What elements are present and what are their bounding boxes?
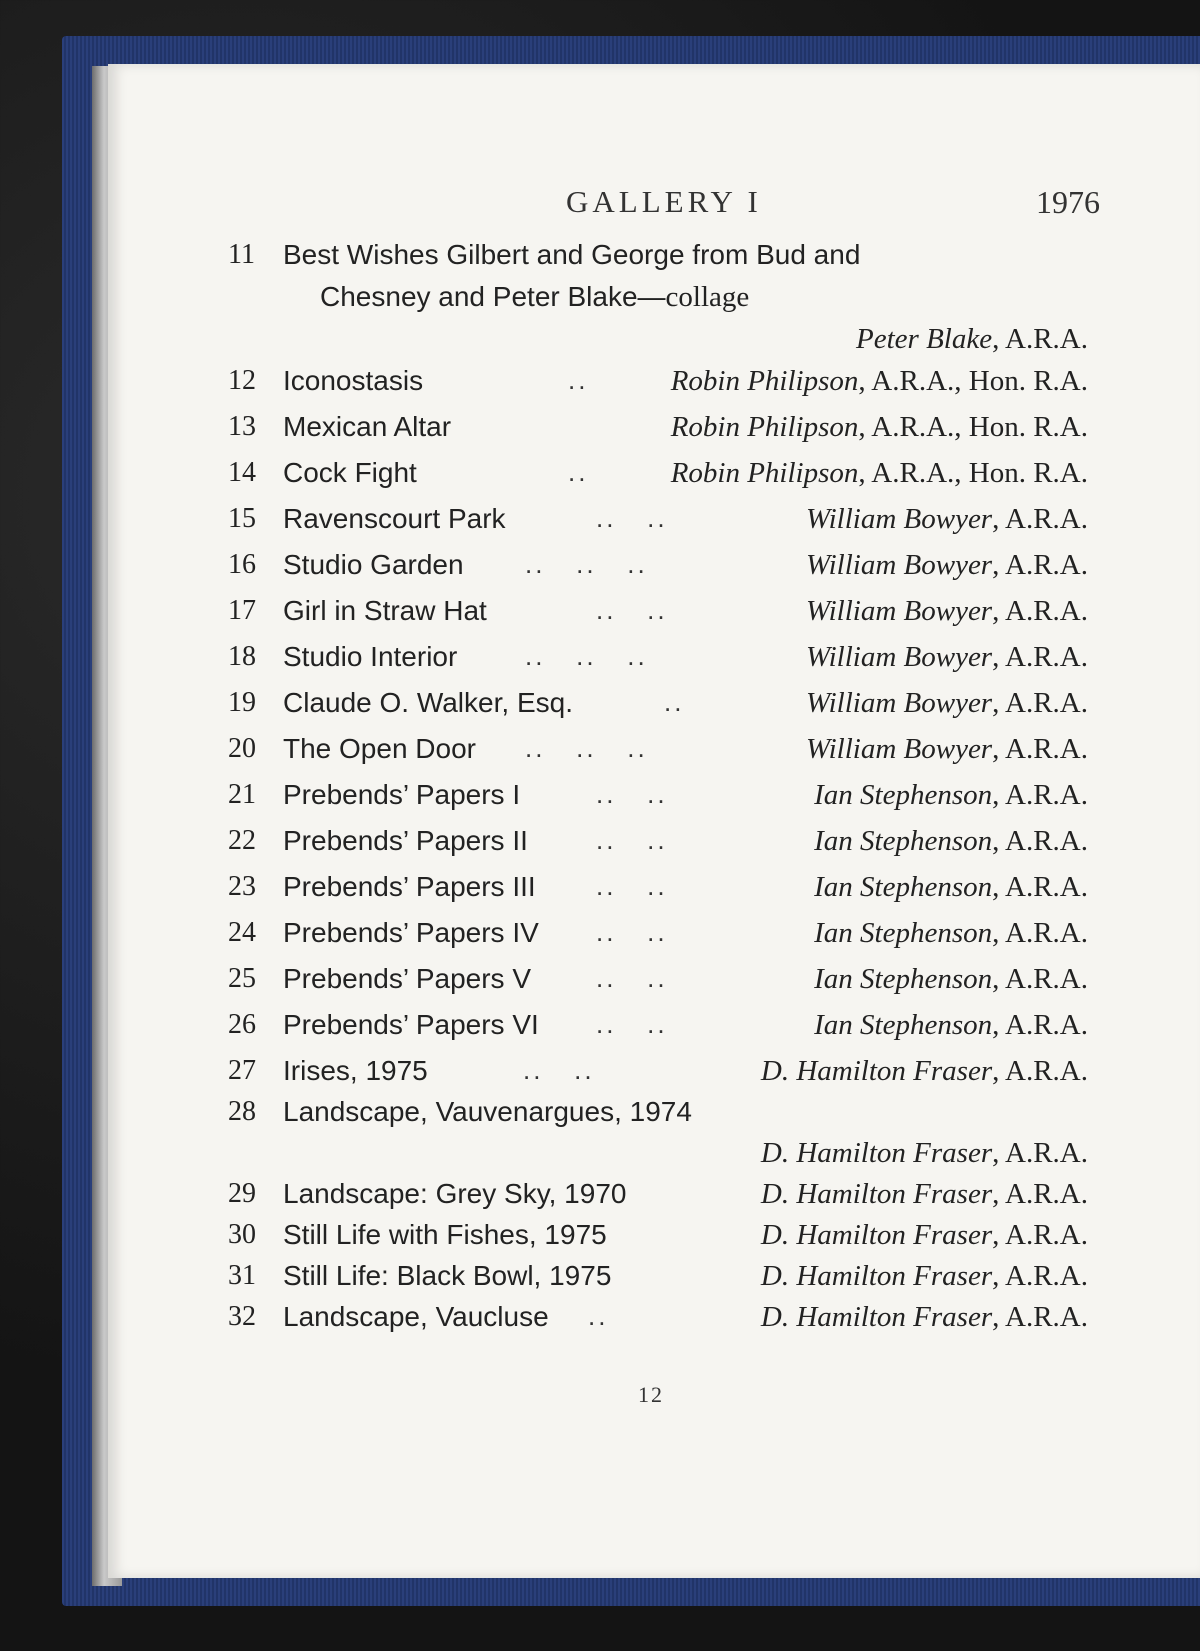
artist-name: Peter Blake bbox=[856, 323, 993, 355]
list-item-continuation bbox=[108, 281, 1200, 327]
page-header bbox=[108, 184, 1200, 224]
entry-title: Prebends’ Papers I bbox=[283, 779, 521, 810]
entry-number: 29 bbox=[228, 1178, 256, 1209]
entry-title: Prebends’ Papers VI bbox=[283, 1009, 539, 1040]
leader-dots: .. bbox=[664, 687, 685, 717]
artist-name: William Bowyer bbox=[806, 549, 993, 581]
entry-title: Studio Garden bbox=[283, 549, 464, 580]
entry-number: 31 bbox=[228, 1260, 256, 1291]
artist-name: Robin Philipson bbox=[670, 365, 859, 397]
artist-name: D. Hamilton Fraser bbox=[760, 1137, 993, 1169]
artist-title: , A.R.A. bbox=[992, 963, 1088, 995]
artist-title: , A.R.A. bbox=[992, 871, 1088, 903]
entry-title: Prebends’ Papers II bbox=[283, 825, 528, 856]
list-item bbox=[108, 365, 1200, 411]
leader-dots: .. .. bbox=[596, 1009, 668, 1039]
artist-name: D. Hamilton Fraser bbox=[760, 1178, 993, 1210]
artist-title: , A.R.A. bbox=[992, 503, 1088, 535]
entry-number: 12 bbox=[228, 365, 256, 396]
entry-title: Still Life with Fishes, 1975 bbox=[283, 1219, 607, 1250]
catalogue-year: 1976 bbox=[1036, 184, 1100, 220]
leader-dots: .. .. bbox=[596, 963, 668, 993]
artist-title: , A.R.A. bbox=[992, 641, 1088, 673]
entry-number: 11 bbox=[228, 239, 255, 270]
entry-artist bbox=[814, 963, 1088, 996]
artist-title: , A.R.A. bbox=[992, 687, 1088, 719]
list-item bbox=[108, 1219, 1200, 1260]
artist-name: William Bowyer bbox=[806, 641, 993, 673]
list-item bbox=[108, 1301, 1200, 1342]
artist-name: Ian Stephenson bbox=[814, 917, 993, 949]
artist-name: D. Hamilton Fraser bbox=[760, 1219, 993, 1251]
entry-number: 25 bbox=[228, 963, 256, 994]
entry-number: 27 bbox=[228, 1055, 256, 1086]
list-item bbox=[108, 871, 1200, 917]
entry-number: 24 bbox=[228, 917, 256, 948]
entry-title: Prebends’ Papers IV bbox=[283, 917, 539, 948]
artist-title: , A.R.A. bbox=[992, 1137, 1088, 1169]
leader-dots: .. bbox=[588, 1301, 609, 1331]
artist-name: Robin Philipson bbox=[670, 457, 859, 489]
entry-number: 23 bbox=[228, 871, 256, 902]
artist-name: D. Hamilton Fraser bbox=[760, 1260, 993, 1292]
entry-title: Irises, 1975 bbox=[283, 1055, 428, 1086]
list-item bbox=[108, 963, 1200, 1009]
artist-title: , A.R.A. bbox=[992, 733, 1088, 765]
entry-title: Claude O. Walker, Esq. bbox=[283, 687, 573, 718]
entry-number: 21 bbox=[228, 779, 256, 810]
artist-title: , A.R.A. bbox=[992, 1009, 1088, 1041]
list-item bbox=[108, 595, 1200, 641]
artist-title: , A.R.A. bbox=[992, 595, 1088, 627]
entry-title: Still Life: Black Bowl, 1975 bbox=[283, 1260, 612, 1291]
list-item bbox=[108, 503, 1200, 549]
entry-title: Landscape, Vauvenargues, 1974 bbox=[283, 1096, 692, 1127]
entry-artist bbox=[761, 1219, 1088, 1252]
entry-number: 20 bbox=[228, 733, 256, 764]
entry-artist bbox=[814, 871, 1088, 904]
list-item-artist bbox=[108, 1137, 1200, 1178]
list-item bbox=[108, 411, 1200, 457]
entry-title: Cock Fight bbox=[283, 457, 417, 488]
artist-name: D. Hamilton Fraser bbox=[760, 1301, 993, 1333]
leader-dots: .. bbox=[568, 457, 589, 487]
entry-artist bbox=[806, 595, 1088, 628]
entry-artist bbox=[671, 457, 1088, 490]
entry-artist bbox=[761, 1260, 1088, 1293]
entry-number: 17 bbox=[228, 595, 256, 626]
entry-number: 13 bbox=[228, 411, 256, 442]
entry-number: 16 bbox=[228, 549, 256, 580]
entry-artist bbox=[814, 917, 1088, 950]
leader-dots: .. .. .. bbox=[525, 549, 648, 579]
entry-artist bbox=[806, 733, 1088, 766]
artist-name: William Bowyer bbox=[806, 733, 993, 765]
entry-number: 22 bbox=[228, 825, 256, 856]
entry-number: 30 bbox=[228, 1219, 256, 1250]
list-item bbox=[108, 457, 1200, 503]
entry-number: 26 bbox=[228, 1009, 256, 1040]
entry-artist bbox=[761, 1178, 1088, 1211]
entry-list bbox=[108, 239, 1200, 1342]
list-item bbox=[108, 1178, 1200, 1219]
artist-name: Ian Stephenson bbox=[814, 963, 993, 995]
leader-dots: .. .. bbox=[596, 779, 668, 809]
list-item bbox=[108, 641, 1200, 687]
artist-title: , A.R.A. bbox=[992, 779, 1088, 811]
entry-number: 28 bbox=[228, 1096, 256, 1127]
list-item bbox=[108, 687, 1200, 733]
catalogue-page bbox=[108, 64, 1200, 1578]
entry-artist bbox=[814, 1009, 1088, 1042]
artist-name: Ian Stephenson bbox=[814, 871, 993, 903]
entry-number: 14 bbox=[228, 457, 256, 488]
page-number: 12 bbox=[638, 1382, 664, 1407]
list-item-artist bbox=[108, 323, 1200, 369]
list-item bbox=[108, 917, 1200, 963]
artist-title: , A.R.A. bbox=[992, 1301, 1088, 1333]
entry-title: Prebends’ Papers V bbox=[283, 963, 531, 994]
entry-title: Landscape, Vaucluse bbox=[283, 1301, 549, 1332]
leader-dots: .. .. bbox=[523, 1055, 595, 1085]
artist-name: Ian Stephenson bbox=[814, 779, 993, 811]
entry-title: Mexican Altar bbox=[283, 411, 452, 442]
entry-artist bbox=[856, 323, 1088, 356]
entry-title-continuation-text: Chesney and Peter Blake— bbox=[320, 281, 666, 312]
list-item bbox=[108, 1009, 1200, 1055]
list-item bbox=[108, 733, 1200, 779]
entry-title: Iconostasis bbox=[283, 365, 424, 396]
leader-dots: .. .. bbox=[596, 825, 668, 855]
entry-artist bbox=[671, 411, 1088, 444]
entry-artist bbox=[814, 779, 1088, 812]
artist-name: William Bowyer bbox=[806, 503, 993, 535]
entry-number: 15 bbox=[228, 503, 256, 534]
artist-title: , A.R.A. bbox=[992, 1260, 1088, 1292]
entry-title: Prebends’ Papers III bbox=[283, 871, 536, 902]
leader-dots: .. .. bbox=[596, 917, 668, 947]
entry-artist bbox=[806, 687, 1088, 720]
artist-title: , A.R.A., Hon. R.A. bbox=[858, 365, 1088, 397]
artist-name: Ian Stephenson bbox=[814, 1009, 993, 1041]
artist-title: , A.R.A. bbox=[992, 1055, 1088, 1087]
entry-artist bbox=[761, 1301, 1088, 1334]
artist-title: , A.R.A. bbox=[992, 1219, 1088, 1251]
entry-artist bbox=[814, 825, 1088, 858]
entry-title: Landscape: Grey Sky, 1970 bbox=[283, 1178, 627, 1209]
artist-title: , A.R.A. bbox=[992, 1178, 1088, 1210]
entry-title: Ravenscourt Park bbox=[283, 503, 506, 534]
entry-title-continuation bbox=[320, 281, 749, 314]
list-item bbox=[108, 239, 1200, 285]
list-item bbox=[108, 1096, 1200, 1137]
entry-artist bbox=[806, 503, 1088, 536]
artist-title: , A.R.A. bbox=[992, 917, 1088, 949]
entry-artist bbox=[806, 549, 1088, 582]
artist-name: William Bowyer bbox=[806, 687, 993, 719]
artist-name: Ian Stephenson bbox=[814, 825, 993, 857]
entry-medium: collage bbox=[665, 281, 750, 313]
list-item bbox=[108, 779, 1200, 825]
entry-artist bbox=[671, 365, 1088, 398]
artist-title: , A.R.A., Hon. R.A. bbox=[858, 457, 1088, 489]
artist-title: , A.R.A. bbox=[992, 825, 1088, 857]
artist-title: , A.R.A., Hon. R.A. bbox=[858, 411, 1088, 443]
list-item bbox=[108, 1260, 1200, 1301]
entry-number: 19 bbox=[228, 687, 256, 718]
artist-title: , A.R.A. bbox=[992, 549, 1088, 581]
leader-dots: .. bbox=[568, 365, 589, 395]
entry-title: The Open Door bbox=[283, 733, 476, 764]
list-item bbox=[108, 549, 1200, 595]
entry-artist bbox=[761, 1137, 1088, 1170]
artist-name: D. Hamilton Fraser bbox=[760, 1055, 993, 1087]
leader-dots: .. .. .. bbox=[525, 733, 648, 763]
entry-number: 18 bbox=[228, 641, 256, 672]
entry-artist bbox=[806, 641, 1088, 674]
leader-dots: .. .. bbox=[596, 595, 668, 625]
artist-title: , A.R.A. bbox=[992, 323, 1088, 355]
entry-number: 32 bbox=[228, 1301, 256, 1332]
leader-dots: .. .. .. bbox=[525, 641, 648, 671]
artist-name: William Bowyer bbox=[806, 595, 993, 627]
artist-name: Robin Philipson bbox=[670, 411, 859, 443]
entry-artist bbox=[761, 1055, 1088, 1088]
entry-title: Girl in Straw Hat bbox=[283, 595, 487, 626]
list-item bbox=[108, 825, 1200, 871]
list-item bbox=[108, 1055, 1200, 1096]
gallery-title: GALLERY I bbox=[566, 184, 762, 219]
leader-dots: .. .. bbox=[596, 871, 668, 901]
entry-title: Best Wishes Gilbert and George from Bud and bbox=[283, 239, 861, 270]
leader-dots: .. .. bbox=[596, 503, 668, 533]
entry-title: Studio Interior bbox=[283, 641, 458, 672]
